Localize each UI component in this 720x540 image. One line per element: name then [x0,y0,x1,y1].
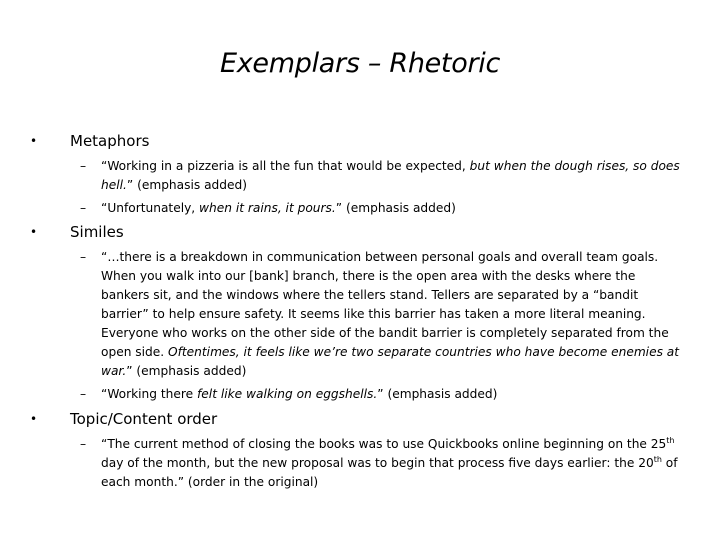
emphasis-text: Oftentimes, it feels like we’re two separate countries who have become enemies at war. [101,345,680,378]
bullet-dot: • [30,134,38,148]
quote-text: ” (emphasis added) [126,178,248,192]
emphasis-text: felt like walking on eggshells. [197,387,378,401]
subbullet-text [101,199,681,218]
dash: – [80,250,87,264]
quote-text: ” (emphasis added) [126,364,247,378]
quote-text: “…there is a breakdown in communication between personal goals and overall team goals. When you walk into our [bank] branch, there is the open area with the desks where the bankers sit, and the windows where the tellers stand. Tellers are separated by a “bandit barrier” to help ensure safety. It seems like this barrier has taken a more literal meaning. Everyone who works on the other side of the bandit barrier is completely separated from the open side. [101,250,669,359]
quote-text: of each month.” (order in the original) [101,456,678,489]
quote-text: “Working in a pizzeria is all the fun that would be expected, [101,159,470,173]
quote-text: day of the month, but the new proposal was to begin that process five days earlier: the 20 [101,456,654,470]
bullet-label: Similes [70,223,124,241]
emphasis-text: when it rains, it pours. [199,201,336,215]
dash: – [80,159,87,173]
bullet-label: Metaphors [70,132,150,150]
ordinal-suffix: th [666,435,675,445]
subbullet-text [101,157,681,195]
ordinal-suffix: th [653,454,662,464]
bullet-dot: • [30,412,38,426]
quote-text: “Unfortunately, [101,201,200,215]
dash: – [80,201,87,215]
quote-text: “The current method of closing the books was to use Quickbooks online beginning on the 25 [101,437,667,451]
subbullet-text [101,248,681,381]
subbullet-text [101,435,681,492]
quote-text: ” (emphasis added) [377,387,498,401]
subbullet-text [101,385,681,404]
emphasis-text: but when the dough rises, so does hell. [101,159,680,192]
slide-title: Exemplars – Rhetoric [219,48,500,79]
dash: – [80,387,87,401]
bullet-dot: • [30,225,38,239]
quote-text: ” (emphasis added) [335,201,456,215]
bullet-label: Topic/Content order [70,410,218,428]
quote-text: “Working there [101,387,198,401]
dash: – [80,437,87,451]
